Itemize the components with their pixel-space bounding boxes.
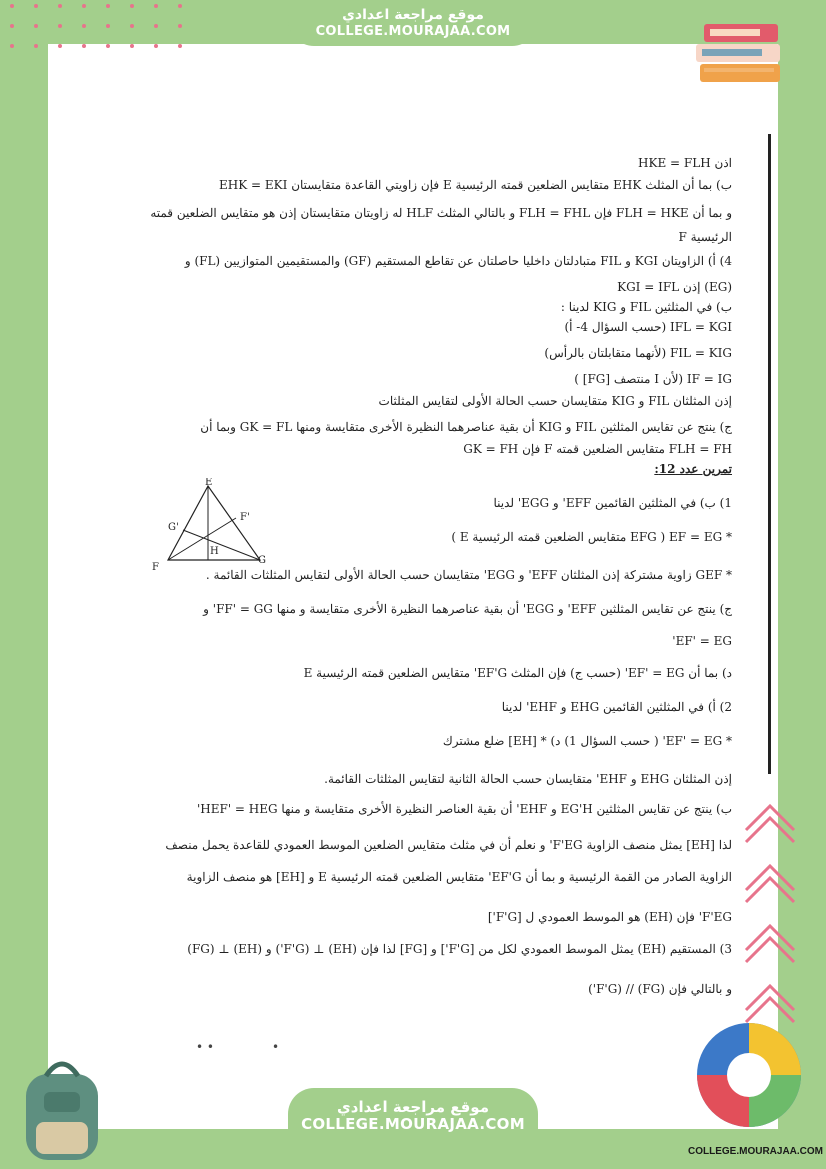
decorative-dot xyxy=(82,4,86,8)
subjects-wheel-logo-icon xyxy=(694,1020,804,1130)
decorative-dot xyxy=(82,44,86,48)
footer-banner xyxy=(288,1088,538,1144)
chevron-up-icon xyxy=(740,850,800,910)
decorative-dot xyxy=(34,24,38,28)
text-line: ج) ينتج عن تقايس المثلثين EFF' و EGG' أن بقية عناصرهما النظيرة الأخرى متقايسة و منها FF' = GG' و xyxy=(203,602,732,616)
footer-site-url[interactable]: COLLEGE.MOURAJAA.COM xyxy=(301,1115,525,1133)
text-line: الرئيسية F xyxy=(678,230,732,244)
footer-arabic-title: موقع مراجعة اعدادي xyxy=(337,1098,489,1116)
chevron-up-icon xyxy=(740,790,800,850)
text-line: 2) أ) في المثلثين القائمين EHG و EHF' لدينا xyxy=(501,700,732,714)
text-line: و بالتالي فإن (FG) // (F'G') xyxy=(588,982,732,996)
header-site-url[interactable]: COLLEGE.MOURAJAA.COM xyxy=(315,24,511,39)
decorative-dot xyxy=(106,4,110,8)
decorative-dot xyxy=(178,4,182,8)
decorative-dot xyxy=(130,44,134,48)
text-line: 1) ب) في المثلثين القائمين EFF' و EGG' لدينا xyxy=(493,496,732,510)
decorative-dot xyxy=(106,24,110,28)
decorative-dot xyxy=(58,44,62,48)
decorative-dot xyxy=(106,44,110,48)
text-line: * EF = EG ( EFG متقايس الضلعين قمته الرئيسية E ) xyxy=(451,530,732,544)
triangle-figure xyxy=(150,478,270,578)
text-line: إذن المثلثان FIL و KIG متقايسان حسب الحالة الأولى لتقايس المثلثات xyxy=(378,394,732,408)
decorative-dot xyxy=(34,44,38,48)
figure-label-g-prime: G' xyxy=(168,522,179,533)
text-line: FIL = KIG (لأنهما متقابلتان بالرأس) xyxy=(544,346,732,360)
text-line: FLH = FH متقايس الضلعين قمته F فإن GK = FH xyxy=(463,442,732,456)
figure-label-g: G xyxy=(258,555,266,566)
decorative-dot xyxy=(154,24,158,28)
stray-mark: • xyxy=(272,1040,280,1054)
decorative-dot xyxy=(154,4,158,8)
text-line: * EF' = EG' ( حسب السؤال 1) د) * [EH] ضلع مشترك xyxy=(442,734,732,748)
logo-site-label: COLLEGE.MOURAJAA.COM xyxy=(688,1146,823,1157)
text-line: اذن HKE = FLH xyxy=(638,156,732,170)
header-arabic-title: موقع مراجعة اعدادي xyxy=(342,7,484,23)
text-line: و بما أن FLH = HKE فإن FLH = FHL و بالتالي المثلث HLF له زاويتان متقايستان إذن هو متقايس الضلعين قمته xyxy=(150,206,732,220)
text-line: ب) بما أن المثلث EHK متقايس الضلعين قمته الرئيسية E فإن زاويتي القاعدة متقايستان EHK = EKI xyxy=(219,178,732,192)
text-line: * GEF زاوية مشتركة إذن المثلثان EFF' و EGG' متقايسان حسب الحالة الأولى لتقايس المثلثات القائمة . xyxy=(205,568,732,582)
backpack-icon xyxy=(12,1052,112,1164)
text-line: (EG) إذن KGI = IFL xyxy=(617,280,732,294)
chevron-up-icon xyxy=(740,910,800,970)
decorative-dot xyxy=(82,24,86,28)
decorative-dot xyxy=(34,4,38,8)
decorative-dot xyxy=(130,4,134,8)
text-line: ب) ينتج عن تقايس المثلثين EG'H و EHF' أن بقية العناصر النظيرة الأخرى متقايسة و منها HEF' = HEG' xyxy=(196,802,732,816)
text-line: 3) المستقيم (EH) يمثل الموسط العمودي لكل من [F'G'] و [FG] لذا فإن (EH) ⊥ (F'G') و (EH) ⊥ (FG) xyxy=(187,942,732,956)
decorative-dot xyxy=(10,4,14,8)
decorative-dot xyxy=(154,44,158,48)
decorative-dot xyxy=(178,44,182,48)
decorative-dot xyxy=(10,44,14,48)
decorative-dots xyxy=(10,4,200,54)
scan-border-line xyxy=(768,134,771,774)
decorative-dot xyxy=(10,24,14,28)
text-line: EF' = EG' xyxy=(672,634,732,648)
books-logo-icon xyxy=(690,14,790,94)
text-line: ب) في المثلثين FIL و KIG لدينا : xyxy=(560,300,732,314)
text-line: IFL = KGI (حسب السؤال 4- أ) xyxy=(564,320,732,334)
stray-mark: • • xyxy=(196,1040,214,1054)
text-line: ج) ينتج عن تقايس المثلثين FIL و KIG أن بقية عناصرهما النظيرة الأخرى متقايسة ومنها GK = FL وبما أن xyxy=(200,420,732,434)
figure-label-e: E xyxy=(205,478,213,488)
decorative-dot xyxy=(178,24,182,28)
exercise-heading: تمرين عدد 12: xyxy=(654,462,732,476)
header-banner xyxy=(288,0,538,46)
figure-label-f: F xyxy=(152,562,159,573)
text-line: إذن المثلثان EHG و EHF' متقايسان حسب الحالة الثانية لتقايس المثلثات القائمة. xyxy=(324,772,732,786)
text-line: لذا [EH] يمثل منصف الزاوية F'EG' و نعلم أن في مثلث متقايس الضلعين الموسط العمودي للقاعدة يحمل منصف xyxy=(165,838,732,852)
decorative-dot xyxy=(130,24,134,28)
text-line: 4) أ) الزاويتان KGI و FIL متبادلتان داخليا حاصلتان عن تقاطع المستقيم (GF) والمستقيمين المتوازيين (FL) و xyxy=(184,254,732,268)
text-line: د) بما أن EF' = EG' (حسب ج) فإن المثلث EF'G' متقايس الضلعين قمته الرئيسية E xyxy=(303,666,732,680)
decorative-dot xyxy=(58,4,62,8)
decorative-dot xyxy=(58,24,62,28)
text-line: IF = IG (لأن I منتصف [FG] ) xyxy=(574,372,732,386)
text-line: F'EG' فإن (EH) هو الموسط العمودي ل [F'G'] xyxy=(487,910,732,924)
text-line: الزاوية الصادر من القمة الرئيسية و بما أن EF'G' متقايس الضلعين قمته الرئيسية E و [EH] هو منصف الزاوية xyxy=(186,870,732,884)
figure-label-h: H xyxy=(210,546,219,557)
figure-label-f-prime: F' xyxy=(240,512,250,523)
